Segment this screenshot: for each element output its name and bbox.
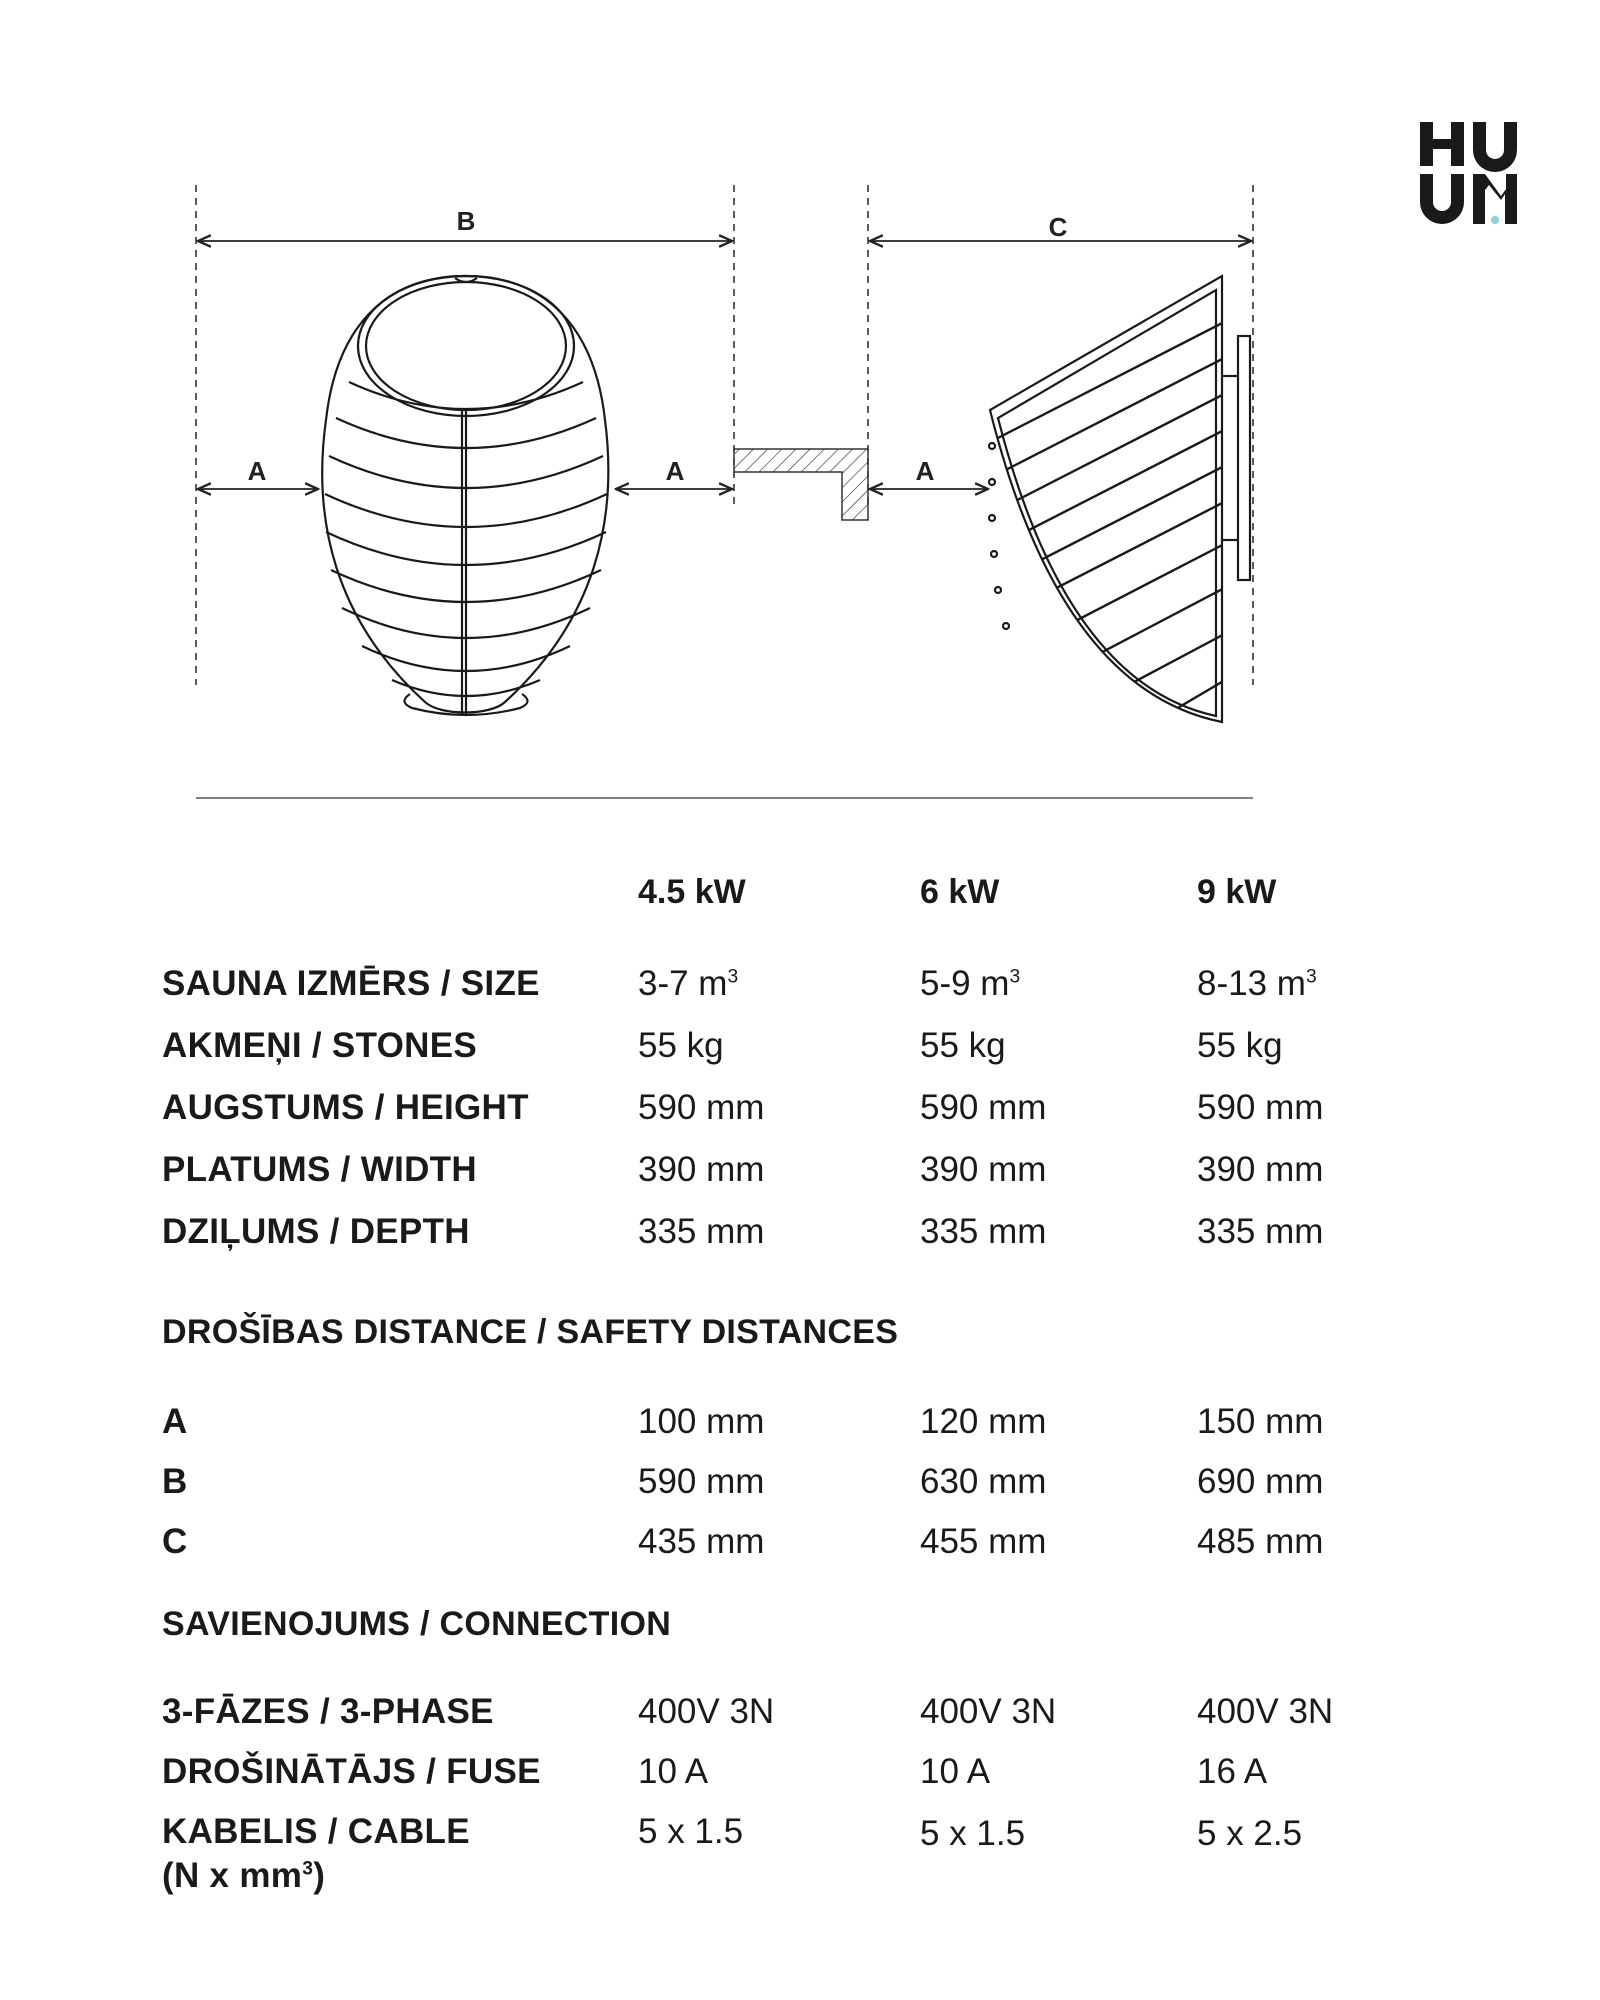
table-row-size (162, 962, 1462, 1024)
table-row (162, 1460, 1462, 1520)
section-title: SAVIENOJUMS / CONNECTION (162, 1605, 672, 1643)
row-label: AKMEŅI / STONES (162, 1026, 478, 1065)
cell-value: 100 mm (638, 1402, 765, 1441)
cell-value: 5 x 2.5 (1197, 1814, 1303, 1853)
row-label: KABELIS / CABLE (N x $mm^3$) (162, 1812, 470, 1895)
row-label: PLATUMS / WIDTH (162, 1150, 477, 1189)
row-label: B (162, 1462, 188, 1501)
row-label: DROŠINĀTĀJS / FUSE (162, 1752, 541, 1791)
table-row (162, 1520, 1462, 1602)
heater-dimension-diagram (0, 0, 1600, 820)
row-label: 3-FĀZES / 3-PHASE (162, 1692, 494, 1731)
cell-value: 335 mm (1197, 1212, 1324, 1251)
heater-side-view (989, 276, 1250, 736)
table-row (162, 1400, 1462, 1460)
cell-value: 435 mm (638, 1522, 765, 1561)
table-row (162, 1024, 1462, 1086)
cell-value: 335 mm (920, 1212, 1047, 1251)
cell-value: 690 mm (1197, 1462, 1324, 1501)
table-row (162, 1690, 1462, 1750)
section-title: DROŠĪBAS DISTANCE / SAFETY DISTANCES (162, 1313, 899, 1351)
cell-value: 630 mm (920, 1462, 1047, 1501)
row-label: DZIĻUMS / DEPTH (162, 1212, 470, 1251)
cell-value: 55 kg (1197, 1026, 1283, 1065)
section-heading-safety (162, 1310, 1462, 1400)
label-b: B (456, 206, 476, 236)
cell-value: 16 A (1197, 1752, 1268, 1791)
cell-value: 400V 3N (920, 1692, 1057, 1731)
column-header-row (162, 870, 1462, 962)
wall-bracket (734, 449, 868, 520)
cell-value: 400V 3N (1197, 1692, 1334, 1731)
cell-value: 390 mm (1197, 1150, 1324, 1189)
column-header: 9 kW (1197, 873, 1277, 911)
cell-value: 590 mm (920, 1088, 1047, 1127)
cell-value: 10 A (920, 1752, 991, 1791)
cell-value: 10 A (638, 1752, 709, 1791)
cell-value: 400V 3N (638, 1692, 775, 1731)
table-row (162, 1210, 1462, 1310)
heater-front-view (322, 276, 608, 715)
table-row (162, 1750, 1462, 1810)
cell-value: 5-9 $m^3$ (920, 964, 1021, 1003)
label-a-left: A (247, 456, 267, 486)
section-heading-connection (162, 1602, 1462, 1690)
cell-value: 150 mm (1197, 1402, 1324, 1441)
column-header: 6 kW (920, 873, 1000, 911)
label-a-middle: A (665, 456, 685, 486)
table-row (162, 1148, 1462, 1210)
specifications-table (162, 870, 1462, 1910)
cell-value: 390 mm (638, 1150, 765, 1189)
cell-value: 5 x 1.5 (638, 1812, 744, 1851)
cell-value: 3-7 $m^3$ (638, 964, 739, 1003)
cell-value: 8-13 $m^3$ (1197, 964, 1317, 1003)
label-a-side: A (915, 456, 935, 486)
cell-value: 590 mm (1197, 1088, 1324, 1127)
cell-value: 485 mm (1197, 1522, 1324, 1561)
cell-value: 590 mm (638, 1088, 765, 1127)
cell-value: 335 mm (638, 1212, 765, 1251)
row-label: SAUNA IZMĒRS / SIZE (162, 964, 540, 1003)
cell-value: 5 x 1.5 (920, 1814, 1026, 1853)
cell-value: 455 mm (920, 1522, 1047, 1561)
row-label: C (162, 1522, 188, 1561)
column-header: 4.5 kW (638, 873, 746, 911)
row-label: AUGSTUMS / HEIGHT (162, 1088, 529, 1127)
table-row (162, 1086, 1462, 1148)
cell-value: 120 mm (920, 1402, 1047, 1441)
label-c: C (1048, 212, 1068, 242)
cell-value: 55 kg (638, 1026, 724, 1065)
cell-value: 390 mm (920, 1150, 1047, 1189)
cell-value: 55 kg (920, 1026, 1006, 1065)
table-row-cable (162, 1810, 1462, 1910)
row-label: A (162, 1402, 188, 1441)
cell-value: 590 mm (638, 1462, 765, 1501)
